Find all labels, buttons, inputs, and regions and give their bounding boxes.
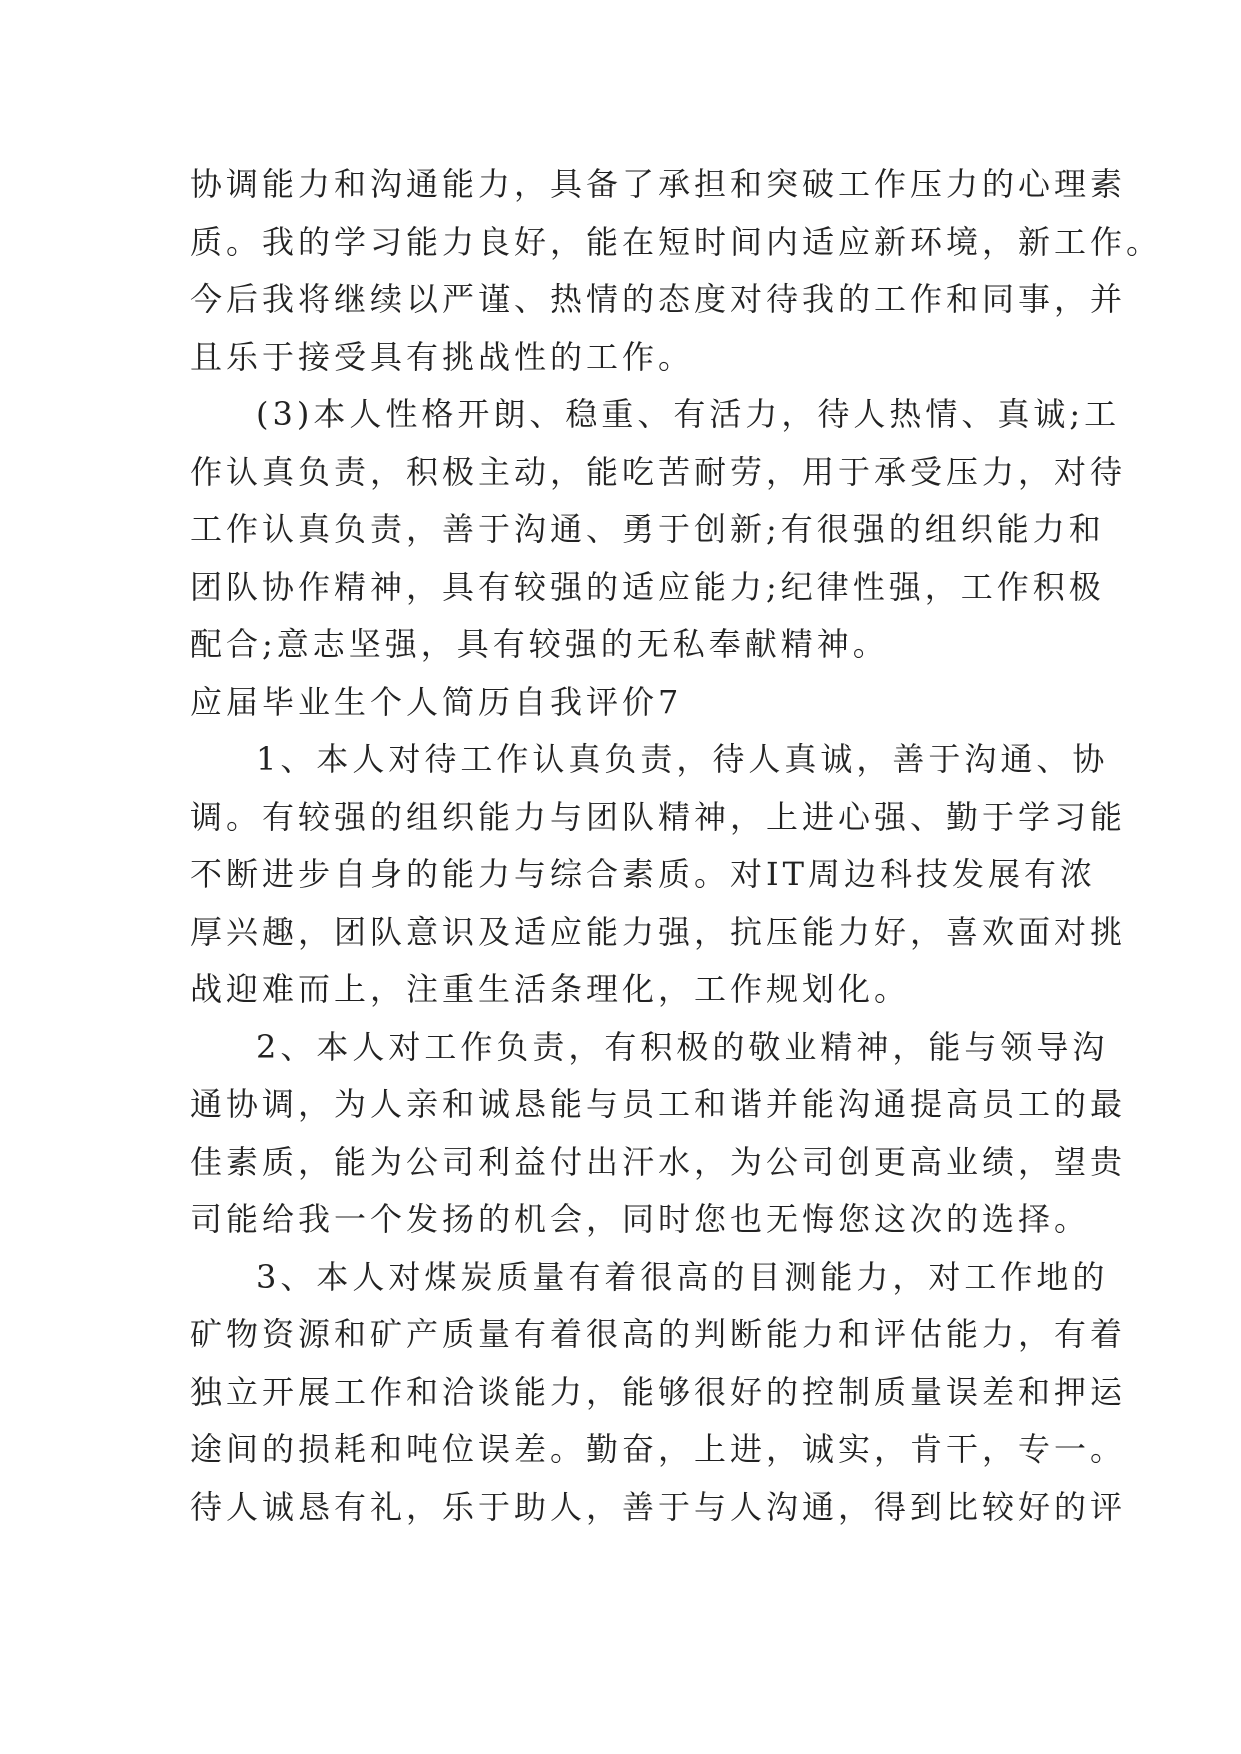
text-line: 2、本人对工作负责，有积极的敬业精神，能与领导沟 [256, 1027, 1109, 1066]
text-line: 质。我的学习能力良好，能在短时间内适应新环境，新工作。 [190, 222, 1163, 261]
text-line: 且乐于接受具有挑战性的工作。 [190, 337, 695, 376]
text-line: 厚兴趣，团队意识及适应能力强，抗压能力好，喜欢面对挑 [190, 912, 1127, 951]
text-line: 司能给我一个发扬的机会，同时您也无悔您这次的选择。 [190, 1200, 1091, 1238]
text-line: 团队协作精神，具有较强的适应能力;纪律性强，工作积极 [190, 567, 1105, 606]
text-line: 配合;意志坚强，具有较强的无私奉献精神。 [190, 625, 889, 663]
text-line: 3、本人对煤炭质量有着很高的目测能力，对工作地的 [256, 1257, 1109, 1296]
text-line: 佳素质，能为公司利益付出汗水，为公司创更高业绩，望贵 [190, 1142, 1127, 1181]
text-line: 待人诚恳有礼，乐于助人，善于与人沟通，得到比较好的评 [190, 1487, 1127, 1526]
text-line: 1、本人对待工作认真负责，待人真诚，善于沟通、协 [256, 740, 1109, 778]
text-line: 通协调，为人亲和诚恳能与员工和谐并能沟通提高员工的最 [190, 1085, 1127, 1123]
text-line: 调。有较强的组织能力与团队精神，上进心强、勤于学习能 [190, 797, 1127, 836]
text-line: 协调能力和沟通能力，具备了承担和突破工作压力的心理素 [190, 165, 1127, 203]
text-line: 独立开展工作和洽谈能力，能够很好的控制质量误差和押运 [190, 1372, 1127, 1411]
text-line: 今后我将继续以严谨、热情的态度对待我的工作和同事，并 [190, 280, 1127, 318]
text-line: 工作认真负责，善于沟通、勇于创新;有很强的组织能力和 [190, 510, 1105, 548]
text-line: 战迎难而上，注重生活条理化，工作规划化。 [190, 970, 911, 1008]
document-body [190, 156, 1163, 1536]
text-line: 途间的损耗和吨位误差。勤奋，上进，诚实，肯干，专一。 [190, 1430, 1127, 1468]
text-line: 作认真负责，积极主动，能吃苦耐劳，用于承受压力，对待 [190, 452, 1127, 491]
text-line: 矿物资源和矿产质量有着很高的判断能力和评估能力，有着 [190, 1315, 1127, 1353]
section-heading: 应届毕业生个人简历自我评价7 [190, 682, 683, 721]
text-line: 不断进步自身的能力与综合素质。对IT周边科技发展有浓 [190, 855, 1096, 893]
text-line: (3)本人性格开朗、稳重、有活力，待人热情、真诚;工 [256, 395, 1121, 433]
